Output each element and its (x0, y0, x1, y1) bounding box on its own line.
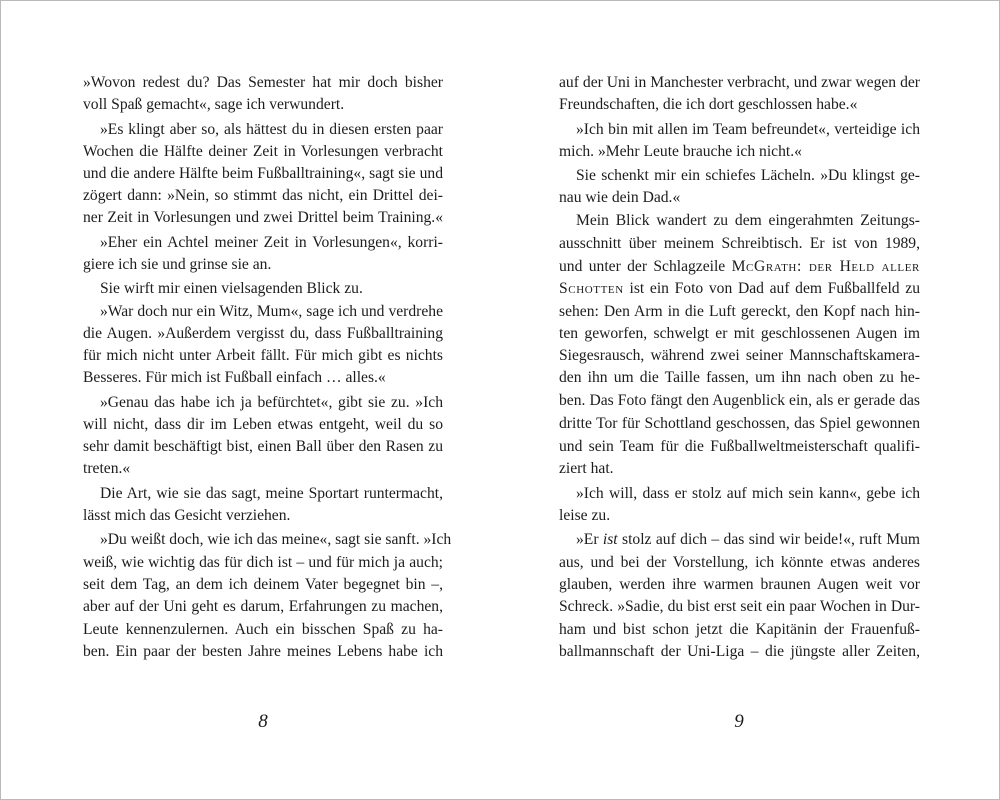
text-line: »War doch nur ein Witz, Mum«, sage ich und verdrehe (100, 303, 443, 320)
text-line: »Eher ein Achtel meiner Zeit in Vorlesungen«, korri- (100, 234, 443, 251)
text-line: aus, und bei der Vorstellung, ich könnte etwas anderes (559, 554, 920, 571)
text-line: für mich nicht unter Arbeit fällt. Für mich gibt es nichts (83, 347, 443, 364)
text-line: ten geworfen, schwelgt er mit geschlossenen Augen im (559, 325, 920, 342)
text-fragment: stolz auf dich – das sind wir beide!«, ruft Mum (617, 531, 920, 548)
text-line: Wochen die Hälfte deiner Zeit in Vorlesungen verbracht (83, 143, 443, 160)
text-line: giere ich sie und grinse sie an. (83, 256, 272, 273)
emphasis-italic: ist (602, 531, 618, 548)
text-line (559, 256, 920, 278)
text-line: seit dem Tag, an dem ich deinem Vater begegnet bin –, (83, 576, 443, 593)
text-line: Die Art, wie sie das sagt, meine Sportart runtermacht, (100, 485, 443, 502)
headline-smallcaps: McGrath: der Held aller (731, 258, 920, 275)
text-line: ballmannschaft der Uni-Liga – die jüngste aller Zeiten, (559, 643, 920, 660)
text-line: und die andere Hälfte beim Fußballtraining«, sagt sie und (83, 165, 443, 182)
text-line: ner Zeit in Vorlesungen und zwei Drittel beim Training.« (83, 209, 443, 226)
text-line: »Es klingt aber so, als hättest du in diesen ersten paar (100, 121, 443, 138)
text-line: Leute kennenzulernen. Auch ein bisschen Spaß zu ha- (83, 621, 443, 638)
text-line: nau wie dein Dad.« (559, 189, 681, 206)
text-line (559, 529, 920, 551)
right-page (500, 1, 1000, 799)
text-line: Freundschaften, die ich dort geschlossen habe.« (559, 96, 858, 113)
text-line: lässt mich das Gesicht verziehen. (83, 507, 291, 524)
text-line: Sie schenkt mir ein schiefes Lächeln. »Du klingst ge- (576, 167, 920, 184)
text-line: »Wovon redest du? Das Semester hat mir doch bisher (83, 74, 443, 91)
text-line: Schreck. »Sadie, du bist erst seit ein paar Wochen in Dur- (559, 598, 920, 615)
page-number: 9 (734, 711, 744, 732)
text-fragment: »Er (576, 531, 603, 548)
text-line: ausschnitt über meinem Schreibtisch. Er ist von 1989, (559, 235, 920, 252)
text-fragment: ist ein Foto von Dad auf dem Fußballfeld zu (623, 280, 920, 297)
text-line: sehen: Den Arm in die Luft gereckt, den Kopf nach hin- (559, 303, 920, 320)
text-line: will nicht, dass dir im Leben etwas entgeht, weil du so (83, 416, 443, 433)
text-line: »Ich bin mit allen im Team befreundet«, verteidige ich (576, 121, 920, 138)
text-line: die Augen. »Außerdem vergisst du, dass Fußballtraining (83, 325, 443, 342)
text-line: »Genau das habe ich ja befürchtet«, gibt sie zu. »Ich (100, 394, 443, 411)
text-line (559, 278, 920, 300)
text-line: den ihn um die Taille fassen, um ihn nach oben zu he- (559, 369, 920, 386)
text-line: auf der Uni in Manchester verbracht, und zwar wegen der (559, 74, 920, 91)
text-line: aber auf der Uni geht es darum, Erfahrungen zu machen, (83, 598, 443, 615)
text-line: Besseres. Für mich ist Fußball einfach … alles.« (83, 369, 386, 386)
text-line: leise zu. (559, 507, 611, 524)
text-line: Siegesrausch, während zwei seiner Mannschaftskamera- (559, 347, 920, 364)
text-line: mich. »Mehr Leute brauche ich nicht.« (559, 143, 802, 160)
page-number: 8 (258, 711, 268, 732)
text-line: treten.« (83, 460, 131, 477)
text-line: voll Spaß gemacht«, sage ich verwundert. (83, 96, 345, 113)
text-line: Mein Blick wandert zu dem eingerahmten Zeitungs- (576, 212, 920, 229)
text-line: dritte Tor für Schottland geschossen, das Spiel gewonnen (559, 415, 920, 432)
text-line: ziert hat. (559, 460, 614, 477)
text-fragment: und unter der Schlagzeile (559, 258, 732, 275)
text-line: sehr damit beschäftigt bist, einen Ball über den Rasen zu (83, 438, 443, 455)
text-line: und sein Team für die Fußballweltmeisterschaft qualifi- (559, 438, 920, 455)
text-line: Sie wirft mir einen vielsagenden Blick zu. (100, 280, 363, 297)
text-line: »Ich will, dass er stolz auf mich sein kann«, gebe ich (576, 485, 920, 502)
text-line: zögert dann: »Nein, so stimmt das nicht, ein Drittel dei- (83, 187, 443, 204)
headline-smallcaps: Schotten (559, 280, 624, 297)
text-line: weiß, wie wichtig das für dich ist – und für mich ja auch; (83, 554, 443, 571)
text-line: »Du weißt doch, wie ich das meine«, sagt sie sanft. »Ich (100, 531, 452, 548)
text-line: ben. Das Foto fängt den Augenblick ein, als er gerade das (559, 392, 920, 409)
left-page (1, 1, 501, 799)
text-line: glauben, werden ihre warmen braunen Augen weit vor (559, 576, 920, 593)
text-line: ham und bist schon jetzt die Kapitänin der Frauenfuß- (559, 621, 920, 638)
text-line: ben. Ein paar der besten Jahre meines Lebens habe ich (83, 643, 443, 660)
